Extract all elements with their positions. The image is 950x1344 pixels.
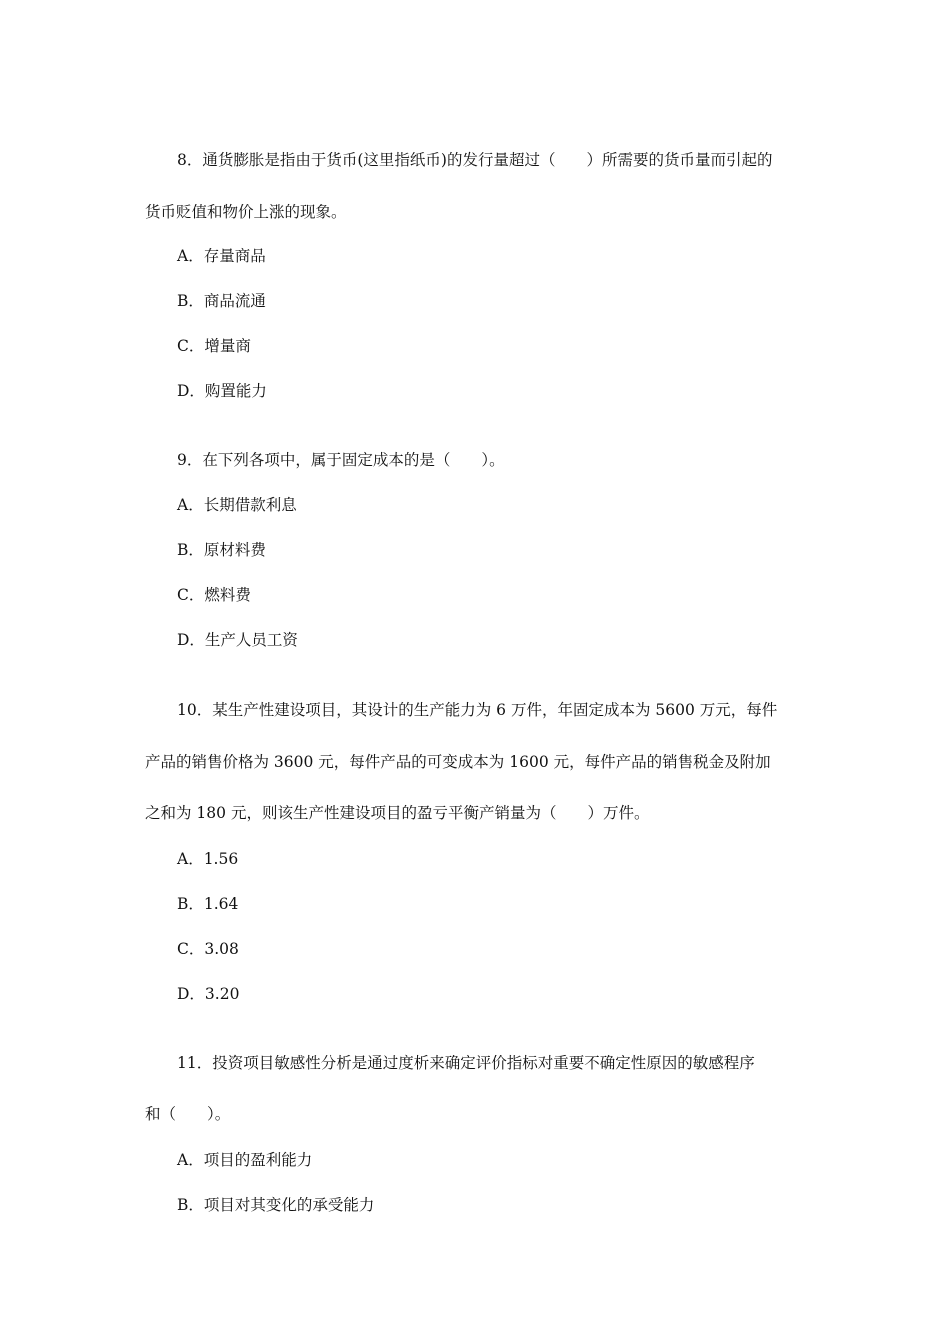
question-9-option-b: B．原材料费	[177, 541, 266, 559]
question-9-option-c: C．燃料费	[177, 586, 251, 604]
question-8-option-a: A．存量商品	[177, 247, 266, 265]
question-11-line-1: 11．投资项目敏感性分析是通过度析来确定评价指标对重要不确定性原因的敏感程序	[177, 1054, 755, 1072]
question-11-option-a: A．项目的盈利能力	[177, 1151, 313, 1169]
question-10-option-d: D．3.20	[177, 985, 240, 1003]
question-9-option-d: D．生产人员工资	[177, 631, 298, 649]
question-8-option-c: C．增量商	[177, 337, 251, 355]
question-9-line-1: 9．在下列各项中，属于固定成本的是（ ）。	[177, 451, 505, 469]
question-8-option-b: B．商品流通	[177, 292, 266, 310]
question-8-line-2: 货币贬值和物价上涨的现象。	[145, 203, 347, 221]
question-8-option-d: D．购置能力	[177, 382, 267, 400]
question-11-line-2: 和（ ）。	[145, 1105, 231, 1123]
question-9-option-a: A．长期借款利息	[177, 496, 297, 514]
question-10-option-a: A．1.56	[177, 850, 239, 868]
question-10-option-c: C．3.08	[177, 940, 239, 958]
question-10-line-1: 10．某生产性建设项目，其设计的生产能力为 6 万件，年固定成本为 5600 万元，每件	[177, 701, 778, 719]
question-8-line-1: 8．通货膨胀是指由于货币(这里指纸币)的发行量超过（ ）所需要的货币量而引起的	[177, 151, 773, 169]
question-11-option-b: B．项目对其变化的承受能力	[177, 1196, 375, 1214]
question-10-line-2: 产品的销售价格为 3600 元，每件产品的可变成本为 1600 元，每件产品的销售税金及附加	[145, 753, 771, 771]
question-10-option-b: B．1.64	[177, 895, 239, 913]
question-10-line-3: 之和为 180 元，则该生产性建设项目的盈亏平衡产销量为（ ）万件。	[145, 804, 650, 822]
